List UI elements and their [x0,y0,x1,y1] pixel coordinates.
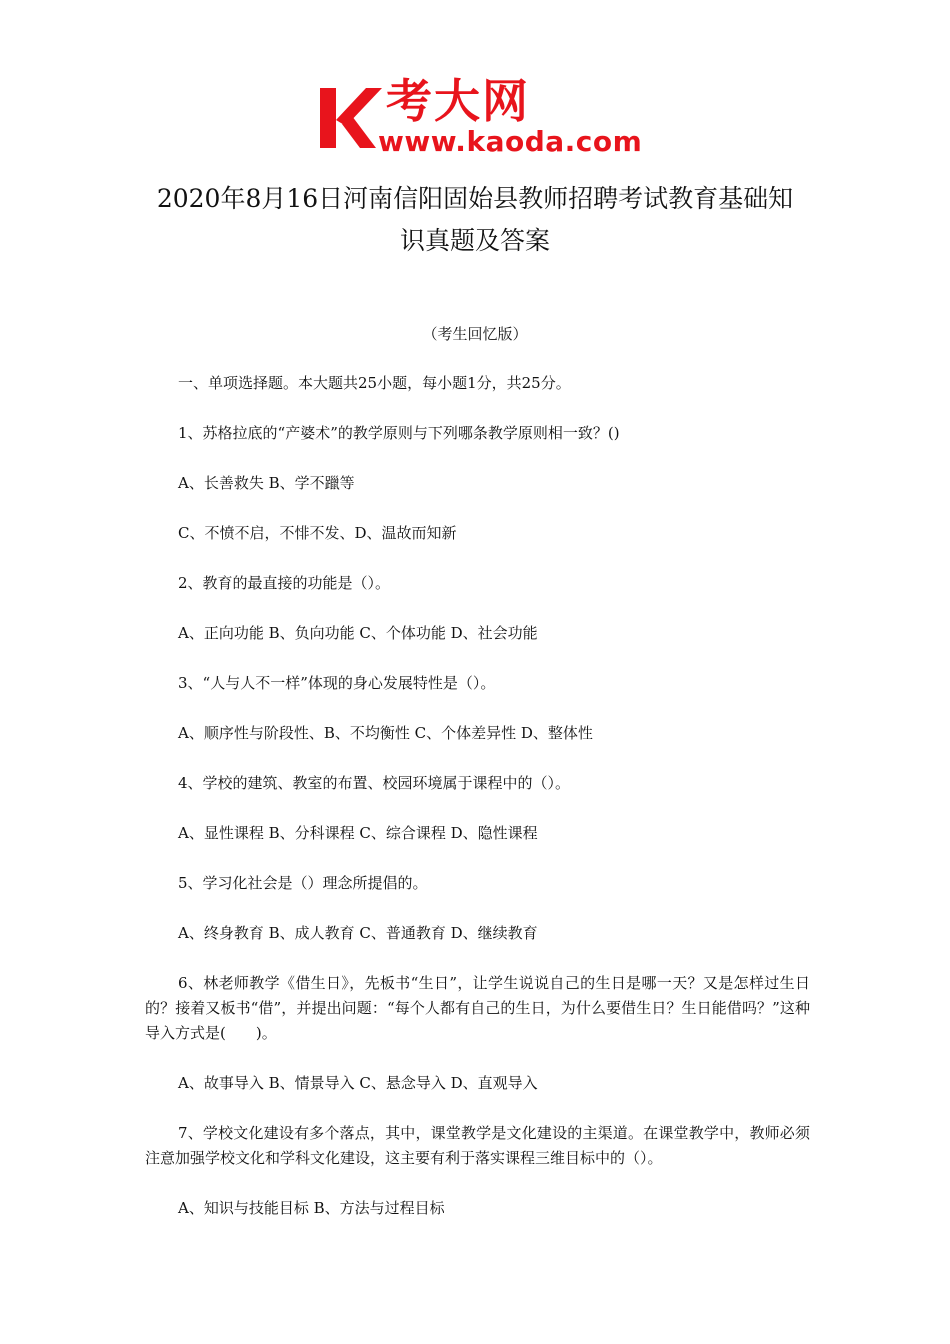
question-3: 3、“人与人不一样”体现的身心发展特性是（）。 [178,674,496,692]
logo-brand-text: 考大网 [386,74,530,128]
k-logo-icon [316,84,386,154]
title-line-2: 识真题及答案 [399,226,550,255]
question-2: 2、教育的最直接的功能是（）。 [178,574,391,592]
question-5-options: A、终身教育 B、成人教育 C、普通教育 D、继续教育 [178,924,538,942]
question-7-options: A、知识与技能目标 B、方法与过程目标 [178,1199,445,1217]
section-heading: 一、单项选择题。本大题共25小题，每小题1分，共25分。 [178,374,571,392]
question-1-options-a: A、长善救失 B、学不躐等 [178,474,355,492]
question-2-options: A、正向功能 B、负向功能 C、个体功能 D、社会功能 [178,624,538,642]
logo-url-text: www.kaoda.com [378,125,643,158]
question-5: 5、学习化社会是（）理念所提倡的。 [178,874,428,892]
question-1: 1、苏格拉底的“产婆术”的教学原则与下列哪条教学原则相一致？() [178,424,620,442]
question-7: 7、学校文化建设有多个落点，其中，课堂教学是文化建设的主渠道。在课堂教学中，教师必须注意加强学校文化和学科文化建设，这主要有利于落实课程三维目标中的（）。 [145,1124,810,1167]
title-line-1: 2020年8月16日河南信阳固始县教师招聘考试教育基础知 [156,184,794,213]
kaoda-logo [316,76,646,164]
question-6: 6、林老师教学《借生日》，先板书“生日”，让学生说说自己的生日是哪一天？又是怎样过生日的？接着又板书“借”，并提出问题：“每个人都有自己的生日，为什么要借生日？生日能借吗？”这种导入方式是( )。 [145,974,810,1042]
document-title [140,178,810,262]
question-1-options-b: C、不愤不启，不悱不发、D、温故而知新 [178,524,457,542]
question-4: 4、学校的建筑、教室的布置、校园环境属于课程中的（）。 [178,774,571,792]
question-3-options: A、顺序性与阶段性、B、不均衡性 C、个体差异性 D、整体性 [178,724,593,742]
question-4-options: A、显性课程 B、分科课程 C、综合课程 D、隐性课程 [178,824,538,842]
question-6-options: A、故事导入 B、情景导入 C、悬念导入 D、直观导入 [178,1074,538,1092]
document-body [145,371,810,1246]
document-subtitle: （考生回忆版） [422,325,528,343]
